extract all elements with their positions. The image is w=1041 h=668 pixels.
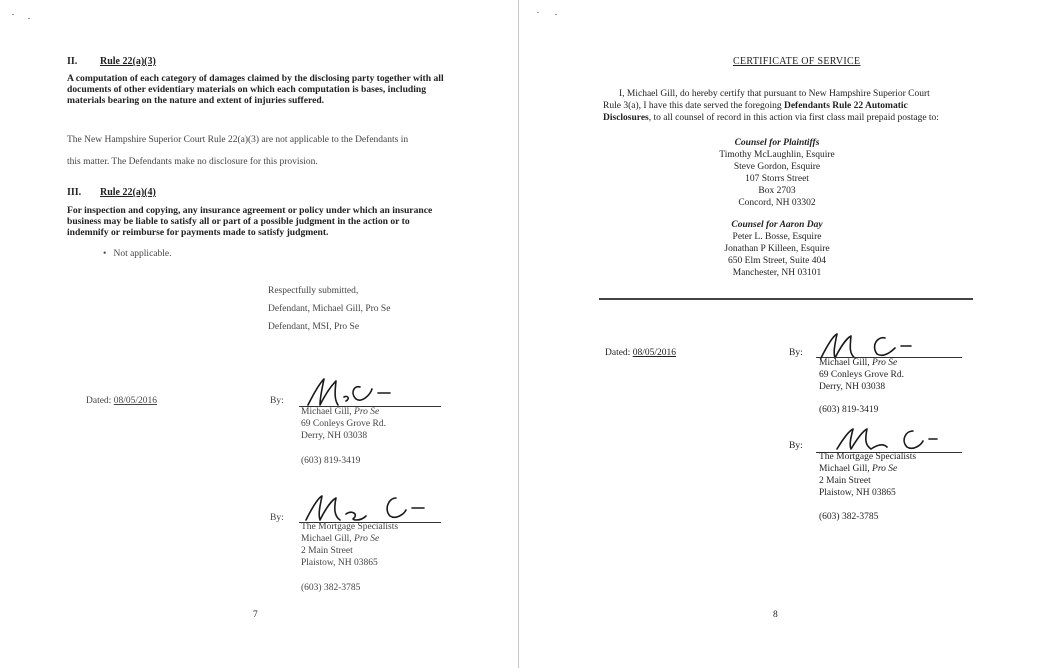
bullet-item	[103, 249, 172, 259]
section-2-title: Rule 22(a)(3)	[100, 56, 156, 67]
signer-address-line-2: Plaistow, NH 03865	[301, 558, 378, 568]
scan-speck	[537, 12, 539, 13]
counsel-line: Jonathan P Killeen, Esquire	[724, 244, 830, 254]
respectfully-submitted: Respectfully submitted,	[268, 286, 359, 296]
counsel-line: Steve Gordon, Esquire	[733, 162, 821, 172]
signer-name: Michael Gill, Pro Se	[301, 407, 380, 417]
document-page-8	[519, 0, 1041, 668]
bullet-dot: •	[103, 249, 107, 259]
section-2-body-line-2: this matter. The Defendants make no disclosure for this provision.	[67, 157, 318, 167]
counsel-aaron-day-heading: Counsel for Aaron Day	[731, 220, 823, 230]
separator-line	[599, 298, 973, 300]
scan-speck	[12, 14, 14, 15]
bullet-text: Not applicable.	[113, 249, 172, 259]
certificate-title: CERTIFICATE OF SERVICE	[733, 56, 861, 67]
counsel-line: Timothy McLaughlin, Esquire	[719, 150, 835, 160]
counsel-line: Concord, NH 03302	[738, 198, 816, 208]
certificate-line-3: Disclosures, to all counsel of record in this action via first class mail prepaid postage to:	[603, 113, 939, 123]
section-2-number: II.	[67, 56, 78, 67]
page-number: 8	[773, 610, 778, 620]
dated-field	[605, 348, 676, 358]
scan-speck	[28, 18, 30, 19]
by-label: By:	[789, 441, 803, 451]
signer-phone: (603) 819-3419	[301, 456, 361, 466]
counsel-line: Manchester, NH 03101	[732, 268, 822, 278]
signer-address-line-2: Derry, NH 03038	[301, 431, 368, 441]
section-2-description: A computation of each category of damages claimed by the disclosing party together with all documents of other evidentiary materials on which each computation is bases, including materials bearing on the nature and extent of injuries suffered.	[67, 73, 444, 106]
signer-name: Michael Gill, Pro Se	[819, 464, 898, 474]
certificate-line-1: I, Michael Gill, do hereby certify that pursuant to New Hampshire Superior Court	[619, 89, 930, 99]
signer-name: Michael Gill, Pro Se	[819, 358, 898, 368]
dated-field	[86, 396, 157, 406]
signature-image	[300, 492, 430, 526]
dated-label: Dated:	[605, 348, 631, 358]
signer-address-line-2: Plaistow, NH 03865	[819, 488, 896, 498]
signer-phone: (603) 382-3785	[819, 512, 879, 522]
signer-phone: (603) 819-3419	[819, 405, 879, 415]
signer-address-line-2: Derry, NH 03038	[819, 382, 886, 392]
section-3-title: Rule 22(a)(4)	[100, 187, 156, 198]
counsel-line: 650 Elm Street, Suite 404	[728, 256, 826, 266]
section-2-body-line-1: The New Hampshire Superior Court Rule 22(a)(3) are not applicable to the Defendants in	[67, 135, 409, 145]
counsel-plaintiffs-block	[707, 137, 847, 209]
signer-address-line-1: 2 Main Street	[301, 546, 353, 556]
signer-name: Michael Gill, Pro Se	[301, 534, 380, 544]
scan-speck	[555, 14, 557, 15]
dated-value: 08/05/2016	[113, 396, 157, 406]
page-number: 7	[253, 610, 258, 620]
document-page-7	[0, 0, 518, 668]
by-label: By:	[789, 348, 803, 358]
counsel-plaintiffs-heading: Counsel for Plaintiffs	[734, 138, 820, 148]
signer-address-line-1: 69 Conleys Grove Rd.	[819, 370, 904, 380]
certificate-line-2: Rule 3(a), I have this date served the foregoing Defendants Rule 22 Automatic	[603, 101, 908, 111]
dated-label: Dated:	[86, 396, 112, 406]
signature-image	[833, 425, 943, 453]
counsel-line: Peter L. Bosse, Esquire	[732, 232, 822, 242]
submitter-line-1: Defendant, Michael Gill, Pro Se	[268, 304, 391, 314]
section-3-description: For inspection and copying, any insurance agreement or policy under which an insurance business may be liable to satisfy all or part of a possible judgment in the action or to indemnify or reimburse for payments made to satisfy judgment.	[67, 205, 433, 238]
counsel-aaron-day-block	[697, 219, 857, 279]
signer-address-line-1: 69 Conleys Grove Rd.	[301, 419, 386, 429]
counsel-line: 107 Storrs Street	[745, 174, 809, 184]
submitter-line-2: Defendant, MSI, Pro Se	[268, 322, 360, 332]
by-label: By:	[270, 396, 284, 406]
by-label: By:	[270, 513, 284, 523]
company-name: The Mortgage Specialists	[819, 452, 917, 462]
counsel-line: Box 2703	[758, 186, 796, 196]
section-3-number: III.	[67, 187, 82, 198]
signer-address-line-1: 2 Main Street	[819, 476, 871, 486]
dated-value: 08/05/2016	[632, 348, 676, 358]
signer-phone: (603) 382-3785	[301, 583, 361, 593]
company-name: The Mortgage Specialists	[301, 522, 399, 532]
